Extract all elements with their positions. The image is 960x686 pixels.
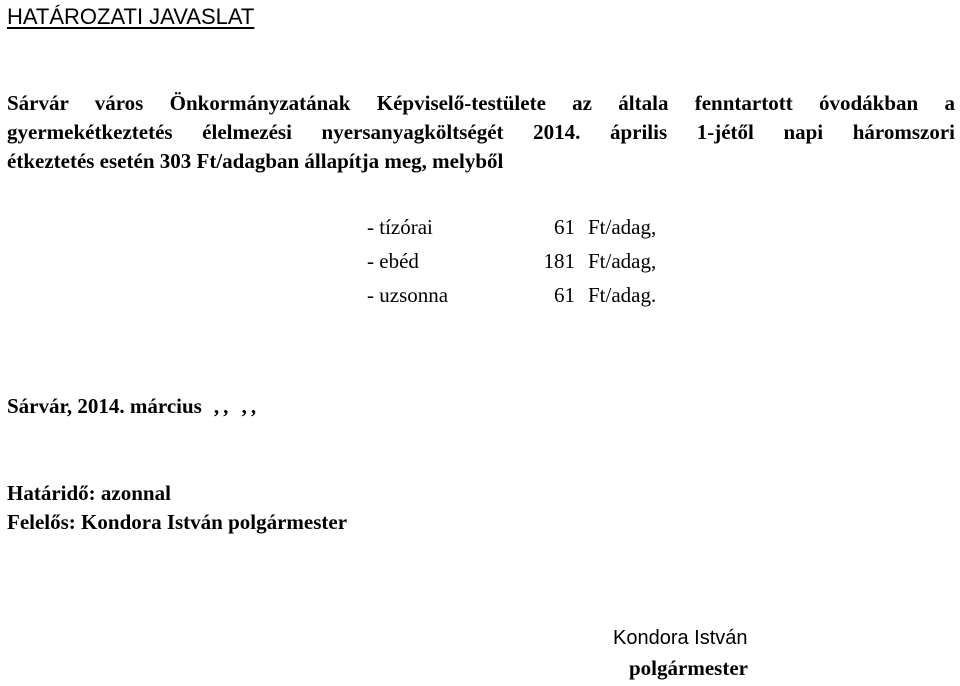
- proposal-paragraph: [7, 89, 955, 176]
- deadline: Határidő: azonnal: [7, 481, 171, 505]
- date-placeholder: ,, ,,: [213, 394, 261, 418]
- meal-unit: Ft/adag,: [588, 249, 657, 273]
- breakdown-row-ebed: [367, 244, 656, 278]
- breakdown-row-tizorai: [367, 210, 656, 244]
- meal-label: - tízórai: [367, 215, 433, 239]
- proposal-line-1: Sárvár város Önkormányzatának Képviselő-testülete az általa fenntartott óvodákban a: [7, 91, 955, 115]
- proposal-line-3: étkeztetés esetén 303 Ft/adagban állapítja meg, melyből: [7, 149, 504, 173]
- meal-unit: Ft/adag,: [588, 215, 657, 239]
- responsible-person: Felelős: Kondora István polgármester: [7, 510, 348, 534]
- meal-amount: 61: [554, 215, 575, 239]
- breakdown-row-uzsonna: [367, 278, 656, 312]
- place-and-date: [7, 394, 260, 419]
- signature-name: Kondora István: [613, 627, 748, 649]
- meal-cost-breakdown: [367, 210, 656, 312]
- meal-label: - uzsonna: [367, 283, 449, 307]
- meal-unit: Ft/adag.: [588, 283, 657, 307]
- proposal-line-2: gyermekétkeztetés élelmezési nyersanyagköltségét 2014. április 1-jétől napi háromszori: [7, 120, 955, 144]
- document-title: HATÁROZATI JAVASLAT: [7, 4, 255, 29]
- meal-amount: 181: [543, 249, 575, 273]
- signature-title: polgármester: [629, 656, 748, 680]
- place-date-text: Sárvár, 2014. március: [7, 394, 202, 418]
- meal-label: - ebéd: [367, 249, 419, 273]
- meal-amount: 61: [554, 283, 575, 307]
